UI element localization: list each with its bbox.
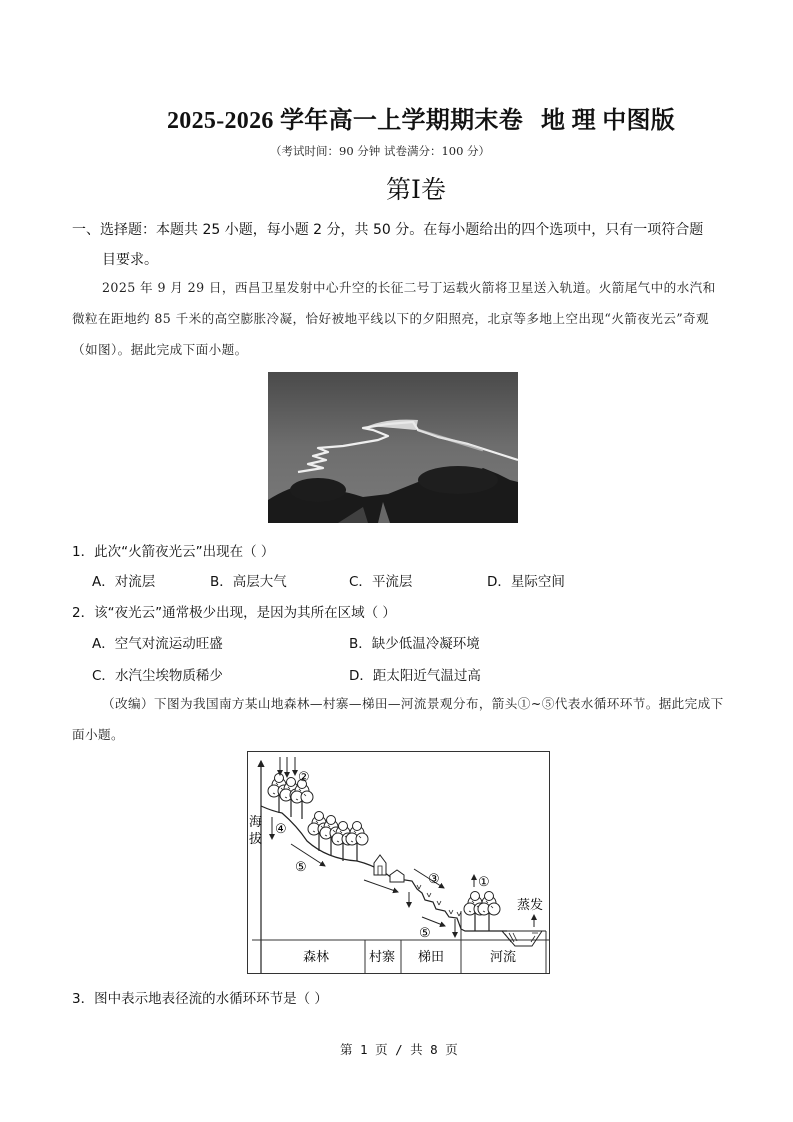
option-key: C．: [92, 668, 115, 684]
option-text: 空气对流运动旺盛: [114, 636, 223, 652]
q2-option-c[interactable]: [92, 664, 223, 684]
section-heading-line2: 目要求。: [102, 252, 158, 268]
question-2: [72, 601, 396, 621]
option-text: 距太阳近气温过高: [372, 668, 481, 684]
question-3: [72, 987, 328, 1007]
q2-option-a[interactable]: [92, 632, 223, 652]
option-text: 对流层: [114, 574, 156, 590]
option-text: 高层大气: [232, 574, 287, 590]
volume-label: 第I卷: [386, 175, 446, 204]
question-number: 2．: [72, 605, 95, 621]
photo-graphic: [268, 372, 518, 523]
option-key: B．: [210, 574, 233, 590]
title-main: 2025-2026 学年高一上学期期末卷: [167, 108, 523, 134]
q1-option-b[interactable]: [210, 570, 287, 590]
marker-3: ③: [428, 872, 440, 887]
y-axis-label: 海: [249, 815, 263, 830]
q1-option-c[interactable]: [349, 570, 412, 590]
zone-river: 河流: [490, 950, 517, 965]
option-text: 平流层: [371, 574, 413, 590]
option-text: 星际空间: [510, 574, 565, 590]
svg-text:拔: 拔: [249, 832, 263, 847]
question-stem: 此次“火箭夜光云”出现在（ ）: [94, 544, 275, 560]
zone-village: 村寨: [369, 950, 396, 965]
passage-rocket-clouds: 2025 年 9 月 29 日，西昌卫星发射中心升空的长征二号丁运载火箭将卫星送入轨道。火箭尾气中的水汽和微粒在距地约 85 千米的高空膨胀冷凝，恰好被地平线以下的夕阳照亮，北京等多地上空出现“火箭夜光云”奇观（如图）。据此完成下面小题。: [72, 280, 716, 357]
marker-5-lower: ⑤: [419, 926, 431, 941]
option-key: A．: [92, 574, 115, 590]
page-footer: 第 1 页 / 共 8 页: [340, 1042, 458, 1057]
marker-2: ②: [298, 770, 310, 785]
question-1: [72, 540, 274, 560]
diagram-graphic: [247, 751, 550, 974]
option-key: A．: [92, 636, 115, 652]
rocket-cloud-photo: [268, 372, 518, 523]
exam-info: （考试时间：90 分钟 试卷满分：100 分）: [270, 144, 491, 158]
question-stem: 图中表示地表径流的水循环环节是（ ）: [94, 991, 328, 1007]
question-number: 3．: [72, 991, 95, 1007]
option-text: 水汽尘埃物质稀少: [114, 668, 223, 684]
marker-4: ④: [275, 822, 287, 837]
page-title: [167, 100, 675, 135]
section-heading: [72, 215, 732, 275]
section-heading-line1: 一、选择题：本题共 25 小题，每小题 2 分，共 50 分。在每小题给出的四个选项中，只有一项符合题: [72, 222, 704, 238]
question-number: 1．: [72, 544, 95, 560]
option-key: B．: [349, 636, 372, 652]
question-stem: 该“夜光云”通常极少出现，是因为其所在区域（ ）: [94, 605, 396, 621]
marker-5-upper: ⑤: [295, 860, 307, 875]
water-cycle-diagram: [247, 751, 550, 974]
q2-option-d[interactable]: [349, 664, 481, 684]
marker-1: ①: [478, 875, 490, 890]
zone-forest: 森林: [303, 950, 330, 965]
zone-terraces: 梯田: [418, 950, 445, 965]
option-key: D．: [487, 574, 511, 590]
q2-option-b[interactable]: [349, 632, 480, 652]
q1-option-a[interactable]: [92, 570, 155, 590]
q1-option-d[interactable]: [487, 570, 565, 590]
option-text: 缺少低温冷凝环境: [371, 636, 480, 652]
evaporation-label: 蒸发: [517, 898, 544, 913]
option-key: D．: [349, 668, 373, 684]
passage-landscape: （改编）下图为我国南方某山地森林—村寨—梯田—河流景观分布，箭头①~⑤代表水循环环节。据此完成下面小题。: [72, 696, 724, 742]
title-subject: 地 理 中图版: [541, 108, 676, 134]
option-key: C．: [349, 574, 372, 590]
